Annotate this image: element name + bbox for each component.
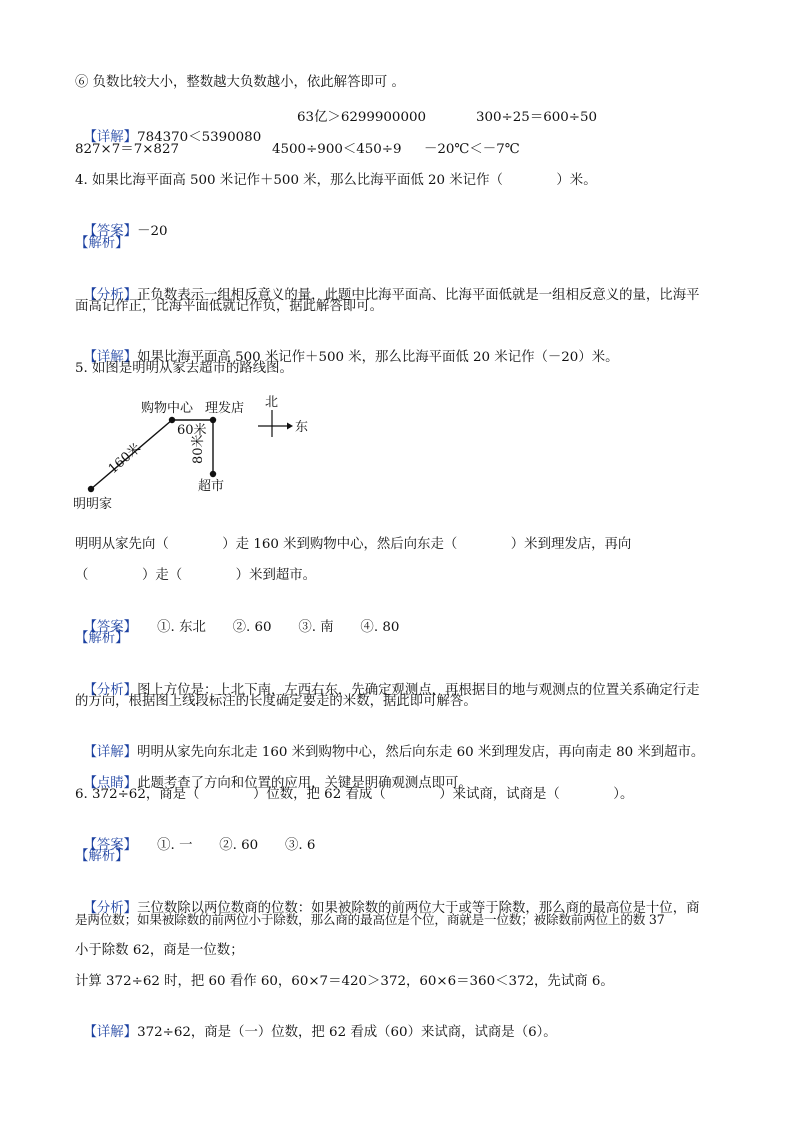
q6-analysis-line-3: 小于除数 62，商是一位数； bbox=[75, 943, 244, 958]
q5-blank-line-1: 明明从家先向（ ）走 160 米到购物中心，然后向东走（ ）米到理发店，再向 bbox=[75, 537, 632, 552]
home-point bbox=[88, 486, 94, 492]
answer-tag: 【答案】 bbox=[83, 224, 138, 239]
comparison-2: 63亿＞6299900000 bbox=[297, 110, 427, 125]
q6-detail-line: 【详解】372÷62，商是（一）位数，把 62 看成（60）来试商，试商是（6）。 bbox=[83, 1025, 557, 1040]
market-point bbox=[210, 471, 216, 477]
comparison-6: －20℃＜－7℃ bbox=[424, 142, 520, 157]
q4-analysis-line-2: 面高记作正，比海平面低就记作负，据此解答即可。 bbox=[75, 299, 383, 314]
q4-analysis-line-1: 【分析】正负数表示一组相反意义的量，此题中比海平面高、比海平面低就是一组相反意义的量，比海平 bbox=[83, 288, 700, 303]
east-arrow-icon bbox=[287, 423, 293, 430]
detail-tag: 【详解】 bbox=[83, 350, 138, 365]
distance-60-label: 60米 bbox=[177, 423, 207, 438]
distance-80-label: 80米 bbox=[191, 434, 206, 464]
barber-label: 理发店 bbox=[205, 401, 245, 416]
comparison-3: 300÷25＝600÷50 bbox=[476, 110, 598, 125]
q5-comment-line: 【点睛】此题考查了方向和位置的应用，关键是明确观测点即可。 bbox=[83, 776, 472, 791]
north-label: 北 bbox=[265, 395, 279, 410]
detail-tag: 【详解】 bbox=[83, 1025, 138, 1040]
q6-jiexi-tag: 【解析】 bbox=[75, 849, 129, 864]
distance-160-label: 160米 bbox=[105, 440, 145, 478]
home-label: 明明家 bbox=[73, 497, 113, 512]
analysis-point-6: ⑥ 负数比较大小，整数越大负数越小，依此解答即可 。 bbox=[75, 75, 405, 90]
market-label: 超市 bbox=[198, 479, 225, 494]
comparison-5: 4500÷900＜450÷9 bbox=[272, 142, 402, 157]
comparison-1: 784370＜5390080 bbox=[137, 130, 262, 145]
answer-tag: 【答案】 bbox=[83, 620, 131, 635]
q5-analysis-line-2: 的方向，根据图上线段标注的长度确定要走的米数，据此即可解答。 bbox=[75, 694, 477, 709]
q4-jiexi-tag: 【解析】 bbox=[75, 236, 129, 251]
comparison-4: 827×7＝7×827 bbox=[75, 142, 179, 157]
q6-analysis-line-1: 【分析】三位数除以两位数商的位数：如果被除数的前两位大于或等于除数，那么商的最高位是十位，商 bbox=[83, 901, 700, 916]
question-5: 5. 如图是明明从家去超市的路线图。 bbox=[75, 361, 293, 376]
question-6: 6. 372÷62，商是（ ）位数，把 62 看成（ ）来试商，试商是（ ）。 bbox=[75, 787, 634, 802]
q6-analysis-line-2: 是两位数；如果被除数的前两位小于除数，那么商的最高位是个位，商就是一位数；被除数前两位上的数 37 bbox=[75, 912, 665, 927]
analysis-tag: 【分析】 bbox=[83, 683, 138, 698]
q5-jiexi-tag: 【解析】 bbox=[75, 631, 129, 646]
q5-analysis-line-1: 【分析】图上方位是：上北下南，左西右东，先确定观测点，再根据目的地与观测点的位置关系确定行走 bbox=[83, 683, 700, 698]
east-label: 东 bbox=[295, 420, 309, 435]
mall-label: 购物中心 bbox=[141, 401, 194, 416]
answer-tag: 【答案】 bbox=[83, 838, 131, 853]
q6-answer: ①. 一 ②. 60 ③. 6 bbox=[157, 838, 316, 853]
analysis-tag: 【分析】 bbox=[83, 901, 138, 916]
mall-point bbox=[169, 417, 175, 423]
q4-detail-line: 【详解】如果比海平面高 500 米记作＋500 米，那么比海平面低 20 米记作（－20）米。 bbox=[83, 350, 619, 365]
comment-tag: 【点睛】 bbox=[83, 776, 138, 791]
detail-tag: 【详解】 bbox=[83, 745, 138, 760]
q5-detail-line: 【详解】明明从家先向东北走 160 米到购物中心，然后向东走 60 米到理发店，再向南走 80 米到超市。 bbox=[83, 745, 705, 760]
q4-answer: －20 bbox=[137, 224, 168, 239]
question-4: 4. 如果比海平面高 500 米记作＋500 米，那么比海平面低 20 米记作（ ）米。 bbox=[75, 173, 597, 188]
q6-calc-line: 计算 372÷62 时，把 60 看作 60，60×7＝420＞372，60×6＝360＜372，先试商 6。 bbox=[75, 974, 614, 989]
barber-point bbox=[210, 417, 216, 423]
route-map bbox=[65, 392, 325, 512]
q5-blank-line-2: （ ）走（ ）米到超市。 bbox=[75, 568, 317, 583]
detail-tag: 【详解】 bbox=[83, 130, 138, 145]
analysis-tag: 【分析】 bbox=[83, 288, 138, 303]
q5-answer: ①. 东北 ②. 60 ③. 南 ④. 80 bbox=[157, 620, 400, 635]
